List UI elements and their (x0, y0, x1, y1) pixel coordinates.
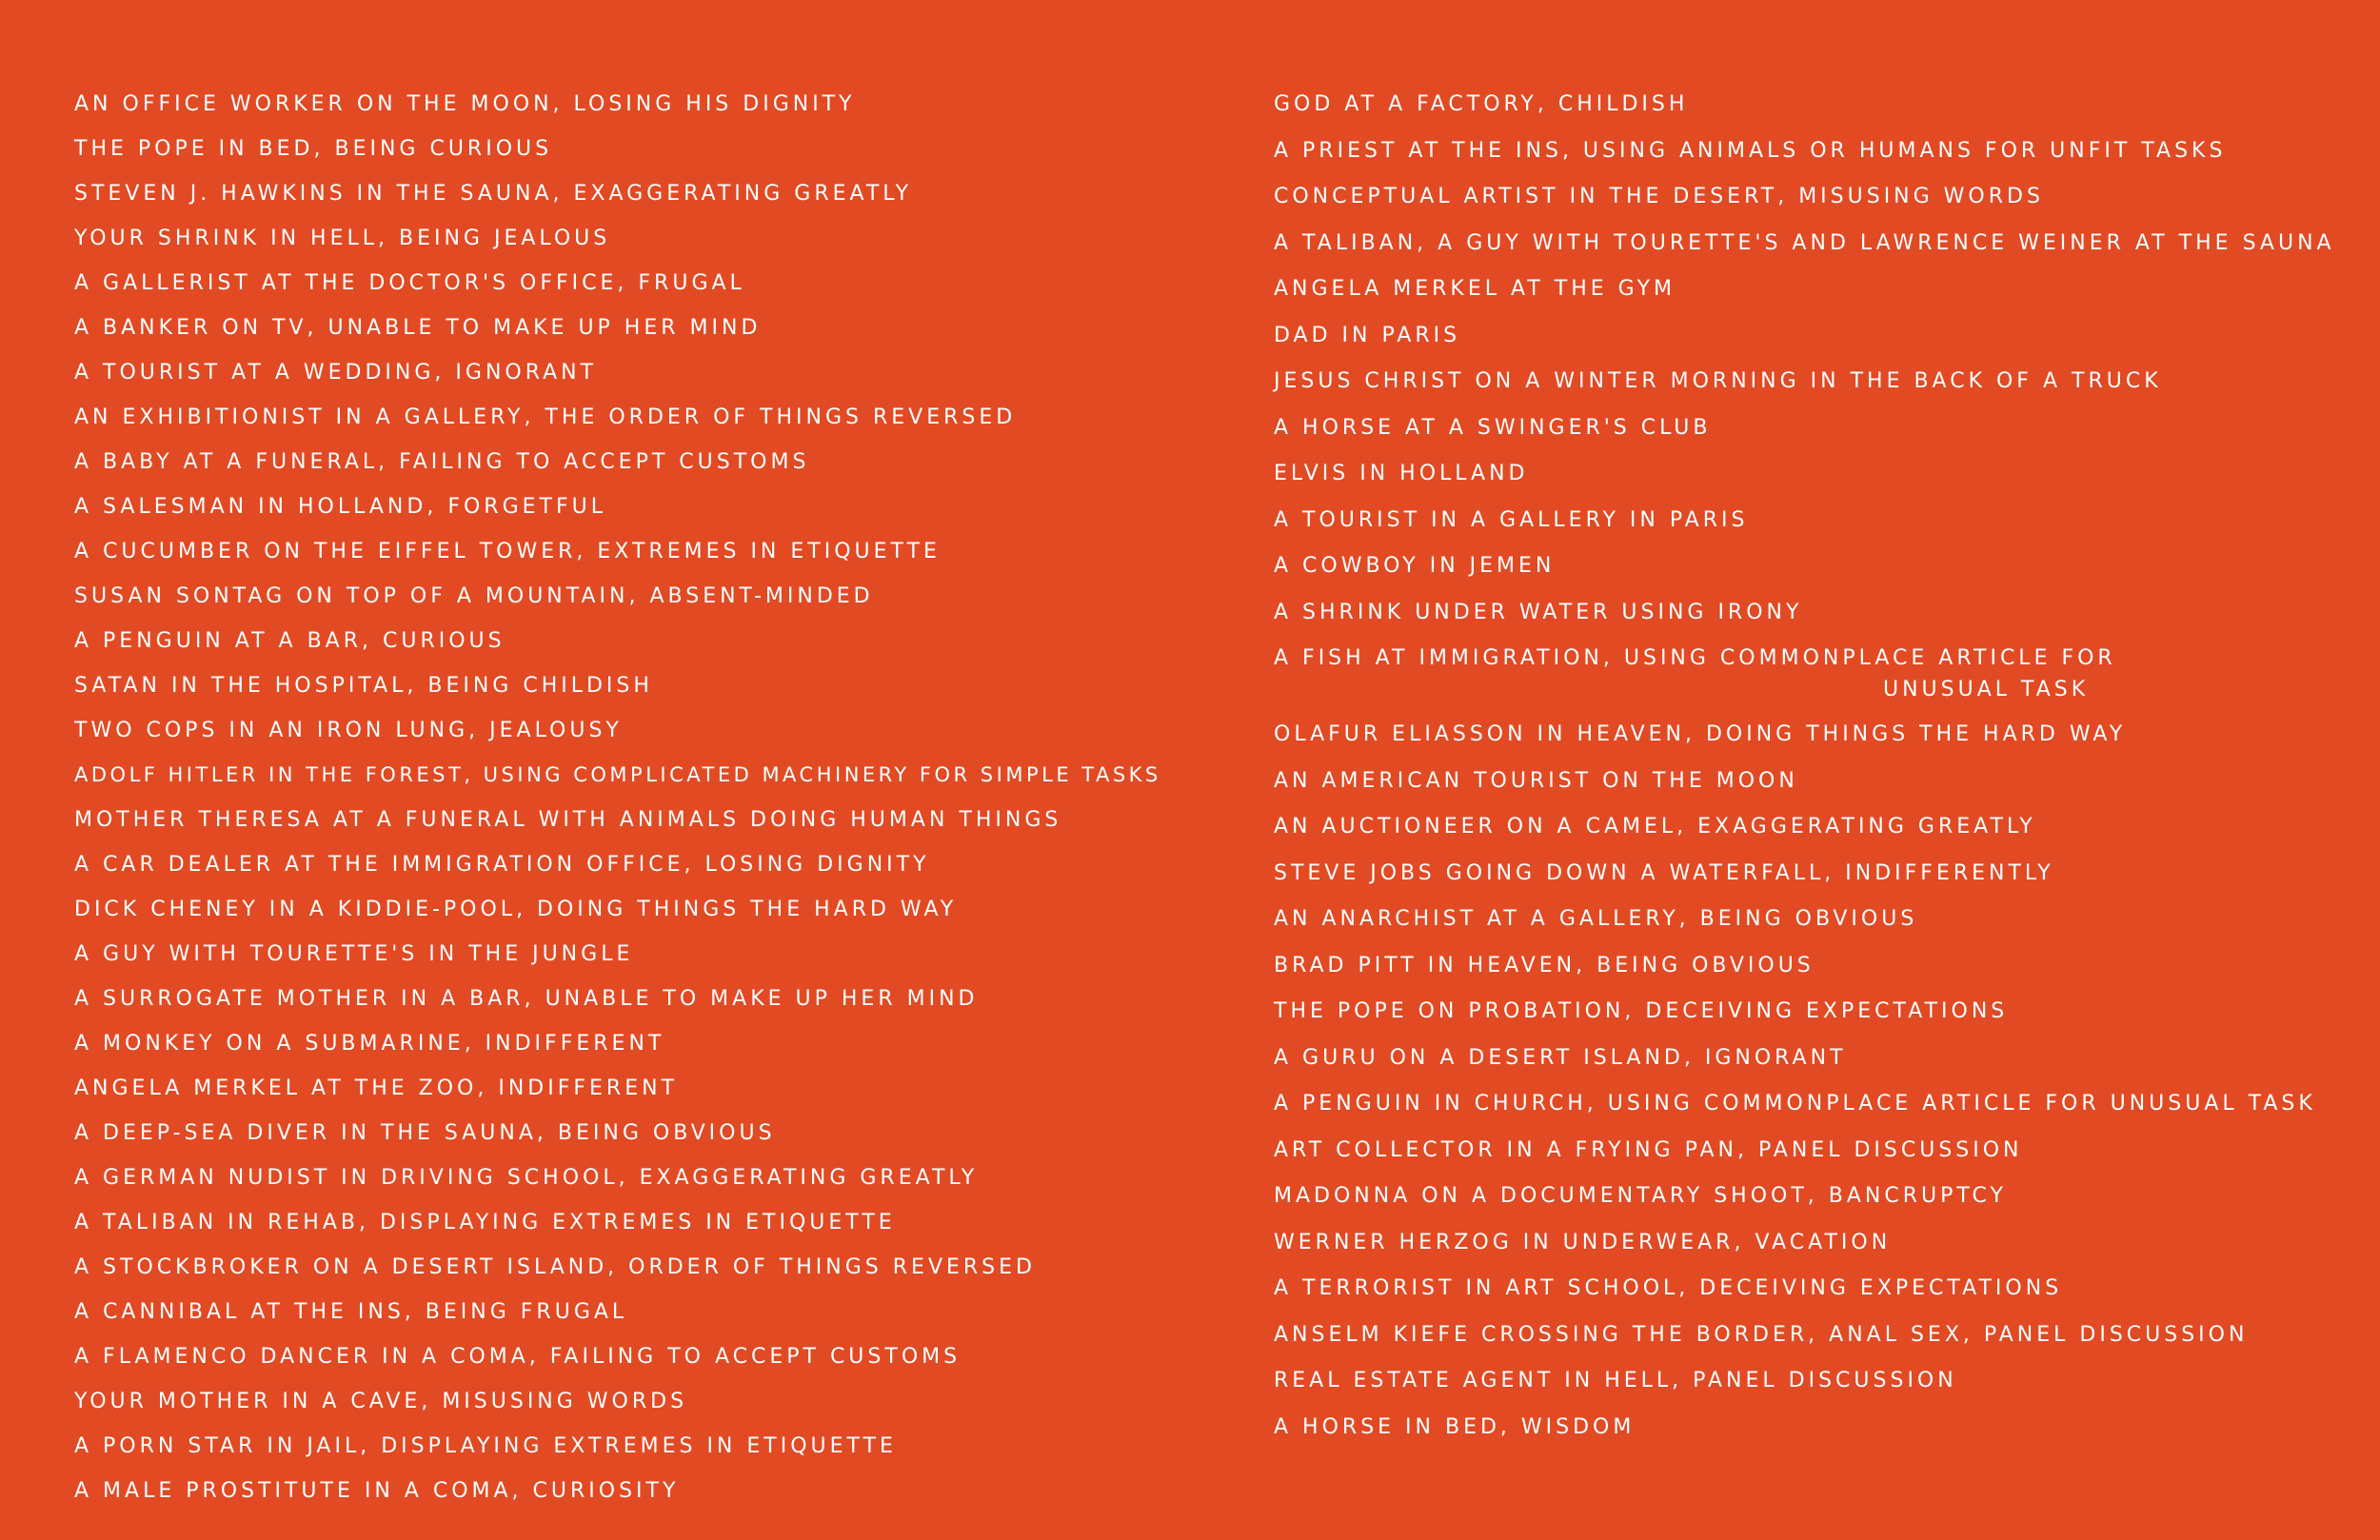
handwritten-line: A DEEP-SEA DIVER IN THE SAUNA, BEING OBVIOUS (74, 1121, 776, 1145)
handwritten-line: SUSAN SONTAG ON TOP OF A MOUNTAIN, ABSENT-MINDED (74, 584, 874, 608)
handwritten-line: MOTHER THERESA AT A FUNERAL WITH ANIMALS DOING HUMAN THINGS (74, 808, 1062, 832)
handwritten-line: AN EXHIBITIONIST IN A GALLERY, THE ORDER OF THINGS REVERSED (74, 405, 1017, 429)
handwritten-line: AN AUCTIONEER ON A CAMEL, EXAGGERATING GREATLY (1274, 815, 2036, 839)
handwritten-line: A HORSE IN BED, WISDOM (1274, 1414, 1636, 1439)
handwritten-line: A GUY WITH TOURETTE'S IN THE JUNGLE (74, 942, 634, 966)
handwritten-line: ANGELA MERKEL AT THE GYM (1274, 277, 1676, 301)
handwritten-line: BRAD PITT IN HEAVEN, BEING OBVIOUS (1274, 953, 1815, 977)
handwritten-line: A GURU ON A DESERT ISLAND, IGNORANT (1274, 1045, 1847, 1070)
handwritten-line: WERNER HERZOG IN UNDERWEAR, VACATION (1274, 1230, 1892, 1254)
handwritten-line: A FLAMENCO DANCER IN A COMA, FAILING TO ACCEPT CUSTOMS (74, 1345, 962, 1369)
handwritten-line: A TOURIST AT A WEDDING, IGNORANT (74, 361, 598, 385)
handwritten-line: ADOLF HITLER IN THE FOREST, USING COMPLICATED MACHINERY FOR SIMPLE TASKS (74, 763, 1161, 786)
handwritten-line: A GALLERIST AT THE DOCTOR'S OFFICE, FRUGAL (74, 271, 745, 295)
handwritten-line: YOUR SHRINK IN HELL, BEING JEALOUS (74, 227, 611, 250)
handwritten-line: A BANKER ON TV, UNABLE TO MAKE UP HER MIND (74, 316, 762, 340)
handwritten-line: A STOCKBROKER ON A DESERT ISLAND, ORDER OF THINGS REVERSED (74, 1255, 1036, 1279)
handwritten-line: A MONKEY ON A SUBMARINE, INDIFFERENT (74, 1032, 665, 1056)
handwritten-line: A PRIEST AT THE INS, USING ANIMALS OR HUMANS FOR UNFIT TASKS (1274, 138, 2227, 163)
handwritten-line: DICK CHENEY IN A KIDDIE-POOL, DOING THINGS THE HARD WAY (74, 898, 958, 921)
handwritten-line: AN OFFICE WORKER ON THE MOON, LOSING HIS DIGNITY (74, 92, 856, 116)
handwritten-line: STEVE JOBS GOING DOWN A WATERFALL, INDIFFERENTLY (1274, 860, 2054, 885)
handwritten-line: AN AMERICAN TOURIST ON THE MOON (1274, 768, 1798, 793)
handwritten-line: A CAR DEALER AT THE IMMIGRATION OFFICE, LOSING DIGNITY (74, 853, 930, 877)
handwritten-line: A COWBOY IN JEMEN (1274, 554, 1556, 578)
handwritten-line: YOUR MOTHER IN A CAVE, MISUSING WORDS (74, 1390, 688, 1413)
handwritten-line: A SALESMAN IN HOLLAND, FORGETFUL (74, 495, 606, 519)
handwritten-line: GOD AT A FACTORY, CHILDISH (1274, 92, 1689, 116)
handwritten-line: REAL ESTATE AGENT IN HELL, PANEL DISCUSSION (1274, 1369, 1957, 1392)
handwritten-line: ANGELA MERKEL AT THE ZOO, INDIFFERENT (74, 1076, 679, 1100)
handwritten-line: UNUSUAL TASK (1883, 678, 2090, 701)
handwritten-line: OLAFUR ELIASSON IN HEAVEN, DOING THINGS THE HARD WAY (1274, 722, 2127, 746)
handwritten-line: A GERMAN NUDIST IN DRIVING SCHOOL, EXAGGERATING GREATLY (74, 1166, 979, 1190)
left-column-list (74, 82, 1217, 1513)
handwritten-line: JESUS CHRIST ON A WINTER MORNING IN THE BACK OF A TRUCK (1274, 369, 2162, 393)
handwritten-line: A TERRORIST IN ART SCHOOL, DECEIVING EXPECTATIONS (1274, 1276, 2063, 1300)
handwritten-line: A FISH AT IMMIGRATION, USING COMMONPLACE ARTICLE FOR (1274, 646, 2116, 670)
handwritten-line: CONCEPTUAL ARTIST IN THE DESERT, MISUSING WORDS (1274, 185, 2044, 208)
handwritten-line: TWO COPS IN AN IRON LUNG, JEALOUSY (74, 719, 623, 742)
handwritten-line: ART COLLECTOR IN A FRYING PAN, PANEL DISCUSSION (1274, 1137, 2023, 1162)
handwritten-line: STEVEN J. HAWKINS IN THE SAUNA, EXAGGERATING GREATLY (74, 182, 913, 206)
handwritten-line: A TOURIST IN A GALLERY IN PARIS (1274, 507, 1749, 532)
handwritten-line: A PENGUIN IN CHURCH, USING COMMONPLACE ARTICLE FOR UNUSUAL TASK (1274, 1092, 2316, 1116)
handwritten-line: MADONNA ON A DOCUMENTARY SHOOT, BANCRUPTCY (1274, 1184, 2007, 1208)
handwritten-line: A MALE PROSTITUTE IN A COMA, CURIOSITY (74, 1479, 680, 1503)
handwritten-line: A PORN STAR IN JAIL, DISPLAYING EXTREMES IN ETIQUETTE (74, 1434, 897, 1458)
handwritten-line: A TALIBAN IN REHAB, DISPLAYING EXTREMES IN ETIQUETTE (74, 1211, 896, 1234)
handwritten-line: A PENGUIN AT A BAR, CURIOUS (74, 629, 506, 653)
handwritten-line: SATAN IN THE HOSPITAL, BEING CHILDISH (74, 674, 653, 698)
handwritten-line: A CANNIBAL AT THE INS, BEING FRUGAL (74, 1300, 628, 1324)
handwritten-line: THE POPE ON PROBATION, DECEIVING EXPECTATIONS (1274, 999, 2009, 1023)
handwritten-line: A SHRINK UNDER WATER USING IRONY (1274, 600, 1803, 624)
handwritten-line: ELVIS IN HOLLAND (1274, 462, 1529, 485)
handwritten-line: A BABY AT A FUNERAL, FAILING TO ACCEPT CUSTOMS (74, 450, 810, 474)
right-column-list (1274, 82, 2350, 1451)
handwritten-line: A SURROGATE MOTHER IN A BAR, UNABLE TO MAKE UP HER MIND (74, 987, 979, 1011)
handwritten-line: DAD IN PARIS (1274, 323, 1461, 347)
handwritten-line: AN ANARCHIST AT A GALLERY, BEING OBVIOUS (1274, 907, 1918, 931)
handwritten-line: A HORSE AT A SWINGER'S CLUB (1274, 415, 1712, 440)
handwritten-line: ANSELM KIEFE CROSSING THE BORDER, ANAL SEX, PANEL DISCUSSION (1274, 1322, 2249, 1347)
handwritten-line: THE POPE IN BED, BEING CURIOUS (74, 137, 553, 161)
handwritten-line: A CUCUMBER ON THE EIFFEL TOWER, EXTREMES IN ETIQUETTE (74, 540, 941, 563)
handwritten-line: A TALIBAN, A GUY WITH TOURETTE'S AND LAWRENCE WEINER AT THE SAUNA (1274, 230, 2335, 255)
